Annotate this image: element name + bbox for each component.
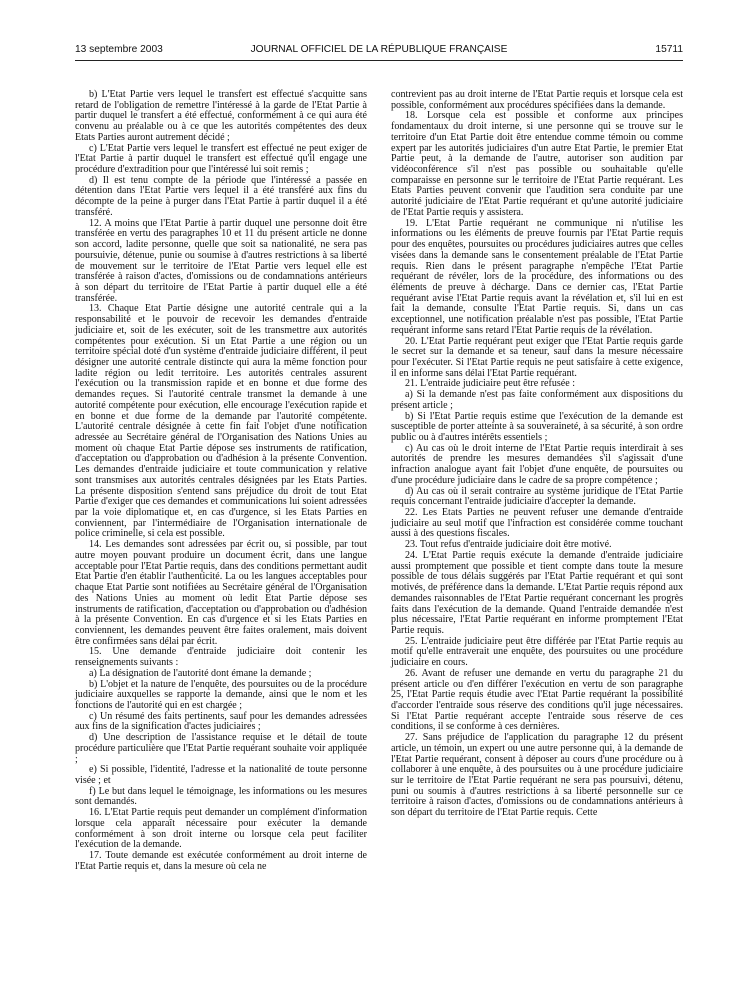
- paragraph: 15. Une demande d'entraide judiciaire doit contenir les renseignements suivants :: [75, 646, 367, 669]
- paragraph: a) La désignation de l'autorité dont émane la demande ;: [89, 667, 312, 679]
- paragraph: b) L'objet et la nature de l'enquête, des poursuites ou de la procédure judiciaire auxquelles se rapporte la demande, ainsi que le nom et les fonctions de l'autorité qui en est chargée ;: [75, 678, 367, 711]
- paragraph: 13. Chaque Etat Partie désigne une autorité centrale qui a la responsabilité et le pouvoir de recevoir les demandes d'entraide judiciaire et, soit de les exécuter, soit de les transmettre aux autorités compétentes pour exécution. Si un Etat Partie a une région ou un territoire spécial doté d'un système d'entraide judiciaire différent, il peut désigner une autorité centrale distincte qui aura la même fonction pour ladite région ou ledit territoire. Les autorités centrales assurent l'exécution ou la transmission rapide et en bonne et due forme des demandes reçues. Si l'autorité centrale transmet la demande à une autorité compétente pour exécution, elle encourage l'exécution rapide et en bonne et due forme de la demande par l'autorité compétente. L'autorité centrale désignée à cette fin fait l'objet d'une notification adressée au Secrétaire général de l'Organisation des Nations Unies au moment où chaque Etat Partie dépose ses instruments de ratification, d'acceptation ou d'approbation ou d'adhésion à la présente Convention. Les demandes d'entraide judiciaire et toute communication y relative sont transmises aux autorités centrales désignées par les Etats Parties. La présente disposition s'entend sans préjudice du droit de tout Etat Partie d'exiger que ces demandes et communications lui soient adressées par la voie diplomatique et, en cas d'urgence, si les Etats Parties en conviennent, par l'intermédiaire de l'Organisation internationale de police criminelle, si cela est possible.: [75, 303, 367, 540]
- paragraph: c) Un résumé des faits pertinents, sauf pour les demandes adressées aux fins de la signification d'actes judiciaires ;: [75, 710, 367, 733]
- paragraph: contrevient pas au droit interne de l'Etat Partie requis et lorsque cela est possible, conformément aux procédures spécifiées dans la demande.: [391, 89, 683, 111]
- paragraph: 26. Avant de refuser une demande en vertu du paragraphe 21 du présent article ou d'en différer l'exécution en vertu de son paragraphe 25, l'Etat Partie requis étudie avec l'Etat Partie requérant la possibilité d'accorder l'entraide sous réserve des conditions qu'il juge nécessaires. Si l'Etat Partie requérant accepte l'entraide sous réserve de ces conditions, il se conforme à ces dernières.: [391, 667, 683, 733]
- paragraph: c) L'Etat Partie vers lequel le transfert est effectué ne peut exiger de l'Etat Partie à partir duquel le transfert est effectué qu'il engage une procédure d'extradition pour que l'intéressé lui soit remis ;: [75, 142, 367, 176]
- paragraph: 16. L'Etat Partie requis peut demander un complément d'information lorsque cela apparaît nécessaire pour exécuter la demande conformément à son droit interne ou lorsque cela peut faciliter l'exécution de la demande.: [75, 807, 367, 851]
- paragraph: d) Une description de l'assistance requise et le détail de toute procédure particulière que l'Etat Partie requérant souhaite voir appliquée ;: [75, 732, 367, 765]
- paragraph: 27. Sans préjudice de l'application du paragraphe 12 du présent article, un témoin, un expert ou une autre personne qui, à la demande de l'Etat Partie requérant, consent à déposer au cours d'une procédure ou à collaborer à une enquête, à des poursuites ou à une procédure judiciaire sur le territoire de l'Etat Partie requérant ne sera pas poursuivi, détenu, puni ou soumis à d'autres restrictions à sa liberté personnelle sur ce territoire à raison d'actes, d'omissions ou de condamnations antérieurs à son départ du territoire de l'Etat Partie requis. Cette: [391, 732, 683, 819]
- header-rule: [75, 60, 683, 61]
- paragraph: b) Si l'Etat Partie requis estime que l'exécution de la demande est susceptible de porter atteinte à sa souveraineté, à sa sécurité, à son ordre public ou à d'autres intérêts essentiels ;: [391, 410, 683, 443]
- page-number: 15711: [655, 44, 683, 55]
- right-column: [391, 90, 683, 819]
- page-header: [75, 44, 683, 60]
- paragraph: 18. Lorsque cela est possible et conforme aux principes fondamentaux du droit interne, si une personne qui se trouve sur le territoire d'un Etat Partie doit être entendue comme témoin ou comme expert par les autorités judiciaires d'un autre Etat Partie, le premier Etat Partie peut, à la demande de l'autre, autoriser son audition par vidéoconférence s'il n'est pas possible ou souhaitable qu'elle comparaisse en personne sur le territoire de l'Etat Partie requérant. Les Etats Parties peuvent convenir que l'audition sera conduite par une autorité judiciaire de l'Etat Partie requérant et qu'une autorité judiciaire de l'Etat Partie requis y assistera.: [391, 110, 683, 218]
- paragraph: 24. L'Etat Partie requis exécute la demande d'entraide judiciaire aussi promptement que possible et tient compte dans toute la mesure possible de tous délais suggérés par l'Etat Partie requérant et qui sont motivés, de préférence dans la demande. L'Etat Partie requis répond aux demandes raisonnables de l'Etat Partie requérant concernant les progrès faits dans l'exécution de la demande. Quand l'entraide demandée n'est plus nécessaire, l'Etat Partie requérant en informe promptement l'Etat Partie requis.: [391, 549, 683, 636]
- paragraph: c) Au cas où le droit interne de l'Etat Partie requis interdirait à ses autorités de prendre les mesures demandées s'il s'agissait d'une infraction analogue ayant fait l'objet d'une enquête, de poursuites ou d'une procédure judiciaire dans le cadre de sa propre compétence ;: [391, 442, 683, 486]
- paragraph: 12. A moins que l'Etat Partie à partir duquel une personne doit être transférée en vertu des paragraphes 10 et 11 du présent article ne donne son accord, ladite personne, quelle que soit sa nationalité, ne sera pas poursuivie, détenue, punie ou soumise à d'autres restrictions à sa liberté de mouvement sur le territoire de l'Etat Partie vers lequel elle est transférée à raison d'actes, d'omissions ou de condamnations antérieurs à son départ du territoire de l'Etat Partie à partir duquel elle a été transférée.: [75, 217, 367, 304]
- paragraph: 17. Toute demande est exécutée conformément au droit interne de l'Etat Partie requis et, dans la mesure où cela ne: [75, 850, 367, 872]
- paragraph: 14. Les demandes sont adressées par écrit ou, si possible, par tout autre moyen pouvant produire un document écrit, dans une langue acceptable pour l'Etat Partie requis, dans des conditions permettant audit Etat Partie d'en établir l'authenticité. La ou les langues acceptables pour chaque Etat Partie sont notifiées au Secrétaire général de l'Organisation des Nations Unies au moment où ledit Etat Partie dépose ses instruments de ratification, d'acceptation ou d'approbation ou d'adhésion à la présente Convention. En cas d'urgence et si les Etats Parties en conviennent, les demandes peuvent être faites oralement, mais doivent être confirmées sans délai par écrit.: [75, 539, 367, 647]
- paragraph: 21. L'entraide judiciaire peut être refusée :: [405, 378, 576, 390]
- paragraph: a) Si la demande n'est pas faite conformément aux dispositions du présent article ;: [391, 389, 683, 411]
- paragraph: b) L'Etat Partie vers lequel le transfert est effectué s'acquitte sans retard de l'obligation de remettre l'intéressé à la garde de l'Etat Partie à partir duquel le transfert a été effectué, conformément à ce qui aura été convenu au préalable ou à ce que les autorités compétentes des deux Etats Parties auront autrement décidé ;: [75, 89, 367, 143]
- paragraph: f) Le but dans lequel le témoignage, les informations ou les mesures sont demandés.: [75, 785, 367, 808]
- paragraph: 19. L'Etat Partie requérant ne communique ni n'utilise les informations ou les éléments de preuve fournis par l'Etat Partie requis pour des enquêtes, poursuites ou procédures judiciaires autres que celles visées dans la demande sans le consentement préalable de l'Etat Partie requis. Rien dans le présent paragraphe n'empêche l'Etat Partie requérant de révéler, lors de la procédure, des informations ou des éléments de preuve à décharge. Dans ce dernier cas, l'Etat Partie requérant avise l'Etat Partie requis avant la révélation et, s'il lui en est fait la demande, consulte l'Etat Partie requis. Si, dans un cas exceptionnel, une notification préalable n'est pas possible, l'Etat Partie requérant informe sans retard l'Etat Partie requis de la révélation.: [391, 217, 683, 336]
- journal-title: JOURNAL OFFICIEL DE LA RÉPUBLIQUE FRANÇAISE: [250, 44, 508, 55]
- left-column: [75, 90, 367, 872]
- header-date: 13 septembre 2003: [75, 44, 163, 55]
- paragraph: 22. Les Etats Parties ne peuvent refuser une demande d'entraide judiciaire au seul motif que l'infraction est considérée comme touchant aussi à des questions fiscales.: [391, 507, 683, 540]
- paragraph: 20. L'Etat Partie requérant peut exiger que l'Etat Partie requis garde le secret sur la demande et sa teneur, sauf dans la mesure nécessaire pour l'exécuter. Si l'Etat Partie requis ne peut satisfaire à cette exigence, il en informe sans délai l'Etat Partie requérant.: [391, 335, 683, 379]
- paragraph: 25. L'entraide judiciaire peut être différée par l'Etat Partie requis au motif qu'elle entraverait une enquête, des poursuites ou une procédure judiciaire en cours.: [391, 635, 683, 669]
- paragraph: d) Au cas où il serait contraire au système juridique de l'Etat Partie requis concernant l'entraide judiciaire d'accepter la demande.: [391, 485, 683, 508]
- paragraph: d) Il est tenu compte de la période que l'intéressé a passée en détention dans l'Etat Partie vers lequel il a été transféré aux fins du décompte de la peine à purger dans l'Etat Partie à partir duquel il a été transféré.: [75, 174, 367, 218]
- paragraph: e) Si possible, l'identité, l'adresse et la nationalité de toute personne visée ; et: [75, 764, 367, 786]
- paragraph: 23. Tout refus d'entraide judiciaire doit être motivé.: [405, 539, 612, 551]
